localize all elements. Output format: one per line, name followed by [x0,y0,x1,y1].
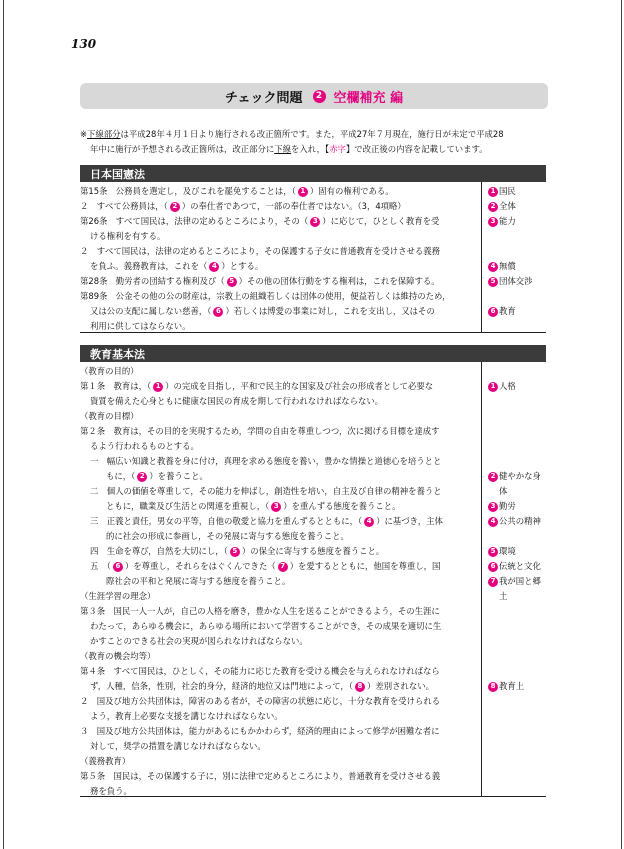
answer-number-marker: 1 [488,382,498,392]
title-label: 空欄補充 編 [333,90,404,106]
text-line: （教育の機会均等） [80,651,156,661]
blank-number-marker: 3 [271,502,281,512]
revision-note [80,127,550,157]
note-underline-term-2: 下線 [274,144,291,154]
answer-number-marker: 2 [488,472,498,482]
text-line: 五 （ 6 ）を尊重し，それらをはぐくんできた（ 7 ）を愛するとともに，他国を尊重し，国 [90,561,441,571]
text-line: ける権利を有する。 [90,231,166,241]
text-line: 第15条 公務員を選定し，及びこれを罷免することは，（ 1 ）固有の権利である。 [80,186,394,196]
note-mark: ※ [80,129,88,139]
text-line: 的に社会の形成に参画し，その発展に寄与する態度を養うこと。 [106,531,349,541]
text-line: 第３条 国民一人一人が，自己の人格を磨き，豊かな人生を送ることができるよう，その生涯に [80,606,440,616]
answer-number-marker: 8 [488,682,498,692]
section-header-constitution: 日本国憲法 [80,165,546,182]
page-title [80,83,548,109]
text-line: よう，教育上必要な支援を講じなければならない。 [90,711,283,721]
text-line: 際社会の平和と発展に寄与する態度を養うこと。 [106,576,291,586]
page-number: 130 [71,37,97,51]
answer-item: 4 公共の精神 [488,514,541,529]
answer-item: 1 国民 [488,184,516,199]
page-border-left [3,0,4,849]
note-text-3: を入れ，【 [291,144,330,154]
answer-number-marker: 2 [488,202,498,212]
text-line: 利用に供してはならない。 [90,321,191,331]
blank-number-marker: 2 [137,472,147,482]
answer-number-marker: 7 [488,577,498,587]
title-prefix: チェック問題 [224,90,303,106]
blank-number-marker: 5 [230,547,240,557]
text-line: 対して，奨学の措置を講じなければならない。 [90,741,266,751]
text-line: 第89条 公金その他の公の財産は，宗教上の組織若しくは団体の使用，便益若しくは維持のため， [80,291,451,301]
answer-item: 3 勤労 [488,499,516,514]
page-border-right [621,0,622,849]
text-line: かすことのできる社会の実現が図られなければならない。 [90,636,308,646]
answer-number-marker: 4 [488,517,498,527]
blank-number-marker: 6 [113,562,123,572]
answer-number-marker: 5 [488,277,498,287]
text-line: 一 幅広い知識と教養を身に付け，真理を求める態度を養い，豊かな情操と道徳心を培うとと [90,456,442,466]
blank-number-marker: 5 [227,277,237,287]
text-line: 資質を備えた心身ともに健康な国民の育成を期して行われなければならない。 [90,396,384,406]
text-line: ２ 国及び地方公共団体は，障害のある者が，その障害の状態に応じ，十分な教育を受けられる [80,696,441,706]
text-line: 第４条 すべて国民は，ひとしく，その能力に応じた教育を受ける機会を与えられなければなら [80,666,440,676]
text-line: 第26条 すべて国民は，法律の定めるところにより，その（ 3 ）に応じて，ひとしく教育を受 [80,216,440,226]
answer-number-marker: 6 [488,562,498,572]
answer-number-marker: 3 [488,502,498,512]
blank-number-marker: 6 [213,307,223,317]
text-line: （生涯学習の理念） [80,591,156,601]
answer-item: 体 [499,486,508,496]
answer-number-marker: 4 [488,262,498,272]
note-text-1: は平成28年４月１日より施行される改正箇所です。また，平成27年７月現在，施行日が未定で平成28 [120,129,504,139]
text-line: 第１条 教育は，（ 1 ）の完成を目指し，平和で民主的な国家及び社会の形成者として必要な [80,381,434,391]
text-line: ２ すべて国民は，法律の定めるところにより，その保護する子女に普通教育を受けさせる義務 [80,246,440,256]
title-number-badge: 2 [313,90,326,103]
answer-item: 6 教育 [488,304,516,319]
answer-item: 4 無償 [488,259,516,274]
answer-number-marker: 3 [488,217,498,227]
text-line: （義務教育） [80,756,131,766]
answer-item: 土 [499,591,508,601]
answer-item: 8 教育上 [488,679,524,694]
blank-number-marker: 4 [209,262,219,272]
text-line: ず，人種，信条，性別，社会的身分，経済的地位又は門地によって，（ 8 ）差別されない。 [90,681,434,691]
text-line: ともに，職業及び生活との関連を重視し，（ 3 ）を重んずる態度を養うこと。 [106,501,401,511]
blank-number-marker: 2 [170,202,180,212]
text-line: 第５条 国民は，その保護する子に，別に法律で定めるところにより，普通教育を受けさせる義 [80,771,441,781]
text-line: 四 生命を尊び，自然を大切にし，（ 5 ）の保全に寄与する態度を養うこと。 [90,546,385,556]
answer-item: 7 我が国と郷 [488,574,541,589]
answer-item: 1 人格 [488,379,516,394]
answer-item: 5 団体交渉 [488,274,533,289]
answer-item: 2 健やかな身 [488,469,541,484]
text-line: （教育の目的） [80,366,139,376]
text-line: もに，（ 2 ）を養うこと。 [106,471,208,481]
answer-number-marker: 6 [488,307,498,317]
answer-item: 2 全体 [488,199,516,214]
text-line: （教育の目標） [80,411,139,421]
note-text-2: 年中に施行が予想される改正箇所は，改正部分に [90,144,275,154]
text-line: 三 正義と責任，男女の平等，自他の敬愛と協力を重んずるとともに，（ 4 ）に基づき，主体 [90,516,443,526]
text-line: 第28条 勤労者の団結する権利及び（ 5 ）その他の団体行動をする権利は，これを保障する。 [80,276,440,286]
text-line: ３ 国及び地方公共団体は，能力があるにもかかわらず，経済的理由によって修学が困難な者に [80,726,440,736]
text-line: るよう行われるものとする。 [90,441,199,451]
text-line: 務を負う。 [90,786,132,796]
text-line: わたって，あらゆる機会に，あらゆる場所において学習することができ，その成果を適切に生 [90,621,442,631]
text-line: 又は公の支配に属しない慈善，（ 6 ）若しくは博愛の事業に対し，これを支出し，又はその [90,306,435,316]
note-underline-term: 下線部分 [87,129,121,139]
answer-number-marker: 1 [488,187,498,197]
section-header-education: 教育基本法 [80,345,546,362]
answer-number-marker: 5 [488,547,498,557]
note-red-term: 赤字 [329,144,346,154]
blank-number-marker: 7 [278,562,288,572]
blank-number-marker: 8 [355,682,365,692]
text-line: 二 個人の価値を尊重して，その能力を伸ばし，創造性を培い，自主及び自律の精神を養うと [90,486,442,496]
blank-number-marker: 3 [310,217,320,227]
text-line: ２ すべて公務員は，（ 2 ）の奉仕者であつて，一部の奉仕者ではない。（3，4項略） [80,201,406,211]
answer-item: 3 能力 [488,214,516,229]
answer-item: 6 伝統と文化 [488,559,541,574]
text-line: 第２条 教育は，その目的を実現するため，学問の自由を尊重しつつ，次に掲げる目標を達成す [80,426,440,436]
blank-number-marker: 1 [153,382,163,392]
answer-item: 5 環境 [488,544,516,559]
text-line: を負ふ。義務教育は，これを（ 4 ）とする。 [90,261,264,271]
note-text-4: 】で改正後の内容を記載しています。 [345,144,488,154]
blank-number-marker: 1 [298,187,308,197]
blank-number-marker: 4 [364,517,374,527]
